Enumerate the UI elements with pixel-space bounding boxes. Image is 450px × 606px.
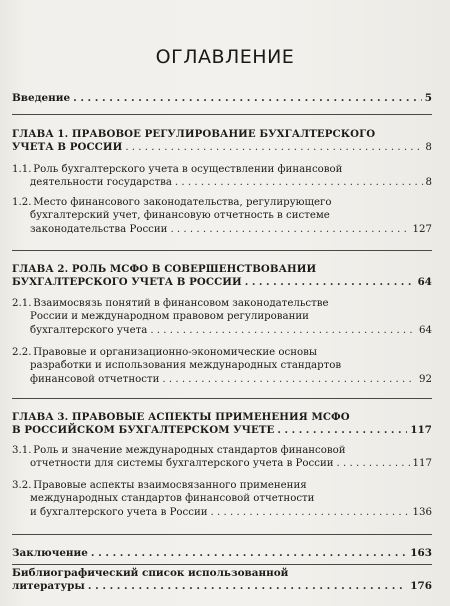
entry-page: 92 [419, 373, 432, 385]
section-title-line: Правовые аспекты взаимосвязанного применения [33, 480, 307, 491]
toc-entry-1-1[interactable] [12, 163, 432, 190]
section-title-line: и бухгалтерского учета в России [30, 506, 208, 518]
toc-entry-3-1[interactable] [12, 444, 432, 471]
toc-entry-conclusion[interactable] [12, 547, 432, 560]
page-title: ОГЛАВЛЕНИЕ [155, 46, 295, 68]
section-title-line: бухгалтерского учета [30, 324, 148, 336]
toc-entry-chapter2[interactable] [12, 263, 432, 290]
chapter-title-line: БУХГАЛТЕРСКОГО УЧЕТА В РОССИИ [12, 276, 242, 289]
chapter-title-line: УЧЕТА В РОССИИ [12, 141, 123, 154]
entry-page: 136 [412, 506, 432, 518]
toc-entry-2-1[interactable] [12, 297, 432, 337]
entry-page: 117 [412, 458, 432, 470]
entry-page: 64 [419, 324, 432, 336]
section-title-line: деятельности государства [30, 177, 172, 189]
entry-page: 64 [417, 276, 432, 289]
entry-page: 8 [425, 142, 432, 154]
leader-dots [245, 276, 415, 289]
toc-entry-3-2[interactable] [12, 479, 432, 519]
leader-dots [175, 176, 423, 189]
section-title-line: бухгалтерский учет, финансовую отчетность в системе [30, 210, 330, 222]
entry-page: 117 [410, 424, 432, 437]
chapter-title-line: ГЛАВА 1. ПРАВОВОЕ РЕГУЛИРОВАНИЕ БУХГАЛТЕРСКОГО [12, 128, 376, 140]
section-number: 1.1. [12, 164, 32, 175]
divider [12, 398, 432, 399]
chapter-title-line: ГЛАВА 3. ПРАВОВЫЕ АСПЕКТЫ ПРИМЕНЕНИЯ МСФО [12, 411, 350, 423]
divider [12, 564, 432, 565]
section-title-line: Место финансового законодательства, регулирующего [33, 197, 332, 208]
leader-dots [162, 373, 416, 386]
divider [12, 534, 432, 535]
entry-page: 8 [425, 177, 432, 189]
leader-dots [170, 223, 409, 236]
leader-dots [211, 506, 410, 519]
section-title-line: Правовые и организационно-экономические основы [33, 347, 317, 358]
divider [12, 114, 432, 115]
section-number: 1.2. [12, 197, 32, 208]
section-title-line: разработки и использования международных стандартов [30, 360, 342, 372]
toc-entry-1-2[interactable] [12, 196, 432, 236]
section-title-line: международных стандартов финансовой отчетности [30, 493, 315, 505]
section-number: 3.2. [12, 480, 32, 491]
section-title-line: финансовой отчетности [30, 373, 160, 385]
section-number: 2.1. [12, 298, 32, 309]
chapter-title-line: ГЛАВА 2. РОЛЬ МСФО В СОВЕРШЕНСТВОВАНИИ [12, 263, 317, 275]
entry-label: Введение [12, 92, 71, 104]
entry-label: Заключение [12, 547, 88, 559]
toc-entry-intro[interactable] [12, 92, 432, 105]
chapter-title-line: В РОССИЙСКОМ БУХГАЛТЕРСКОМ УЧЕТЕ [12, 424, 275, 437]
leader-dots [91, 547, 407, 560]
leader-dots [150, 324, 416, 337]
section-title-line: отчетности для системы бухгалтерского учета в России [30, 458, 334, 470]
entry-label-line: Библиографический список использованной [12, 567, 289, 579]
section-title-line: Роль и значение международных стандартов финансовой [33, 445, 346, 456]
entry-page: 163 [410, 547, 432, 559]
entry-page: 127 [412, 223, 432, 235]
section-title-line: Взаимосвязь понятий в финансовом законодательстве [33, 298, 329, 309]
leader-dots [277, 424, 407, 437]
toc-entry-chapter3[interactable] [12, 411, 432, 438]
leader-dots [73, 92, 422, 105]
section-number: 2.2. [12, 347, 32, 358]
leader-dots [88, 580, 407, 593]
divider [12, 250, 432, 251]
toc-entry-bibliography[interactable] [12, 567, 432, 594]
section-number: 3.1. [12, 445, 32, 456]
section-title-line: России и международном правовом регулировании [30, 311, 309, 323]
leader-dots [337, 457, 410, 470]
entry-label-line: литературы [12, 580, 85, 593]
section-title-line: законодательства России [30, 223, 168, 235]
entry-page: 176 [410, 580, 432, 593]
toc-entry-2-2[interactable] [12, 346, 432, 386]
section-title-line: Роль бухгалтерского учета в осуществлении финансовой [33, 164, 343, 175]
leader-dots [125, 141, 422, 154]
entry-page: 5 [424, 92, 432, 104]
toc-entry-chapter1[interactable] [12, 128, 432, 155]
